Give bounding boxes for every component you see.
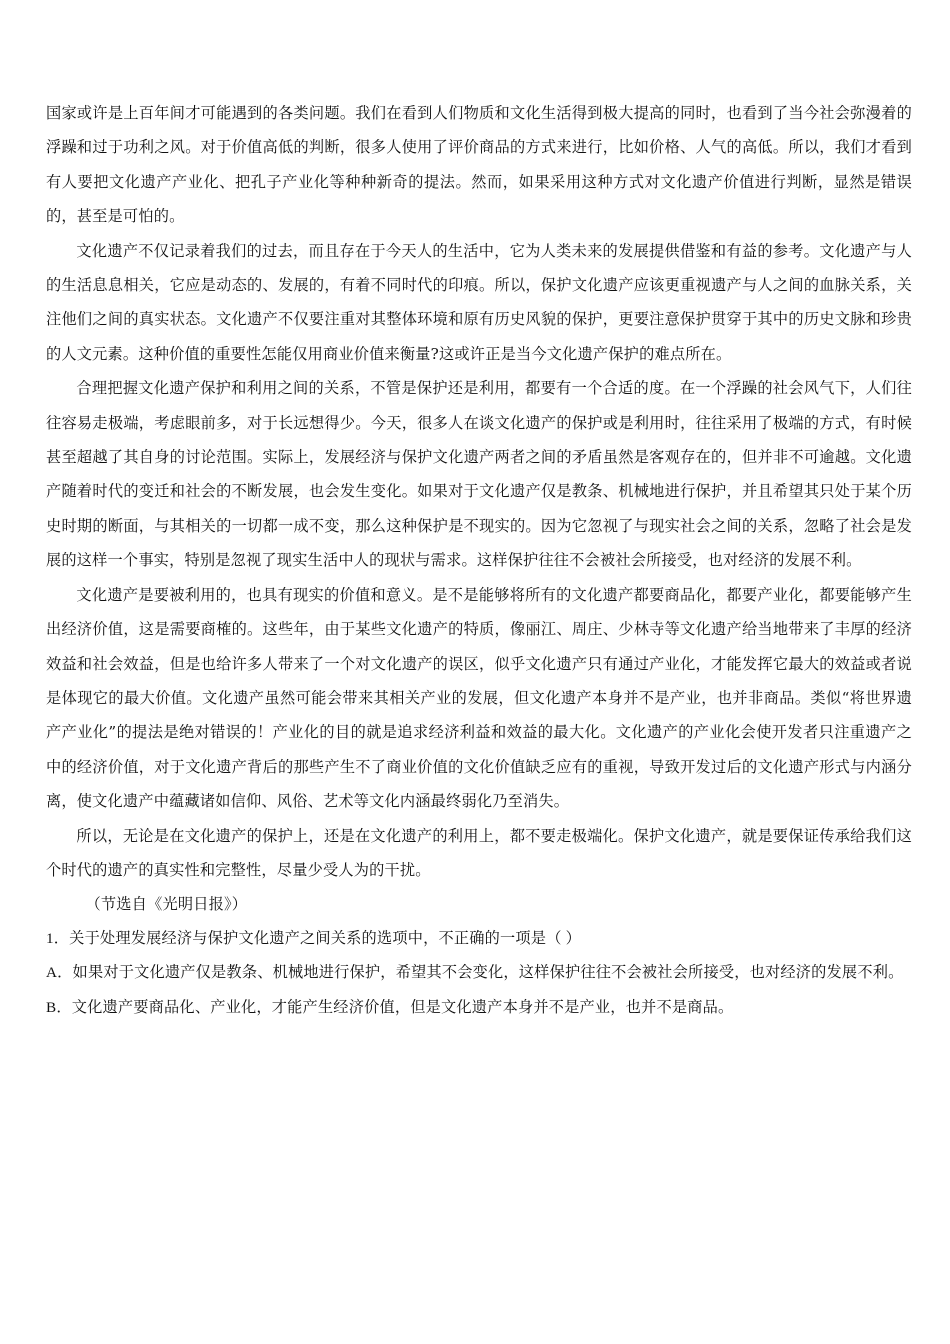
article-paragraph-2: 文化遗产不仅记录着我们的过去，而且存在于今天人的生活中，它为人类未来的发展提供借鉴和有益的参考。文化遗产与人的生活息息相关，它应是动态的、发展的，有着不同时代的印痕。所以，保护文化遗产应该更重视遗产与人之间的血脉关系，关注他们之间的真实状态。文化遗产不仅要注重对其整体环境和原有历史风貌的保护，更要注意保护贯穿于其中的历史文脉和珍贵的人文元素。这种价值的重要性怎能仅用商业价值来衡量?这或许正是当今文化遗产保护的难点所在。	[46, 241, 912, 363]
question-option-b: B．文化遗产要商品化、产业化，才能产生经济价值，但是文化遗产本身并不是产业，也并不是商品。	[46, 998, 734, 1016]
article-paragraph-3: 合理把握文化遗产保护和利用之间的关系，不管是保护还是利用，都要有一个合适的度。在一个浮躁的社会风气下，人们往往容易走极端，考虑眼前多，对于长远想得少。今天，很多人在谈文化遗产的保护或是利用时，往往采用了极端的方式，有时候甚至超越了其自身的讨论范围。实际上，发展经济与保护文化遗产两者之间的矛盾虽然是客观存在的，但并非不可逾越。文化遗产随着时代的变迁和社会的不断发展，也会发生变化。如果对于文化遗产仅是教条、机械地进行保护，并且希望其只处于某个历史时期的断面，与其相关的一切都一成不变，那么这种保护是不现实的。因为它忽视了与现实社会之间的关系，忽略了社会是发展的这样一个事实，特别是忽视了现实生活中人的现状与需求。这样保护往往不会被社会所接受，也对经济的发展不利。	[46, 379, 912, 570]
question-stem: 1．关于处理发展经济与保护文化遗产之间关系的选项中，不正确的一项是（ ）	[46, 929, 581, 947]
article-paragraph-1: 国家或许是上百年间才可能遇到的各类问题。我们在看到人们物质和文化生活得到极大提高的同时，也看到了当今社会弥漫着的浮躁和过于功利之风。对于价值高低的判断，很多人使用了评价商品的方式来进行，比如价格、人气的高低。所以，我们才看到有人要把文化遗产产业化、把孔子产业化等种种新奇的提法。然而，如果采用这种方式对文化遗产价值进行判断，显然是错误的，甚至是可怕的。	[46, 104, 912, 226]
article-paragraph-5: 所以，无论是在文化遗产的保护上，还是在文化遗产的利用上，都不要走极端化。保护文化遗产，就是要保证传承给我们这个时代的遗产的真实性和完整性，尽量少受人为的干扰。	[46, 826, 912, 879]
document-page	[46, 96, 912, 1025]
question-option-a: A．如果对于文化遗产仅是教条、机械地进行保护，希望其不会变化，这样保护往往不会被社会所接受，也对经济的发展不利。	[46, 964, 904, 982]
article-paragraph-4: 文化遗产是要被利用的，也具有现实的价值和意义。是不是能够将所有的文化遗产都要商品化，都要产业化，都要能够产生出经济价值，这是需要商榷的。这些年，由于某些文化遗产的特质，像丽江、周庄、少林寺等文化遗产给当地带来了丰厚的经济效益和社会效益，但是也给许多人带来了一个对文化遗产的误区，似乎文化遗产只有通过产业化，才能发挥它最大的效益或者说是体现它的最大价值。文化遗产虽然可能会带来其相关产业的发展，但文化遗产本身并不是产业，也并非商品。类似“将世界遗产产业化”的提法是绝对错误的！产业化的目的就是追求经济利益和效益的最大化。文化遗产的产业化会使开发者只注重遗产之中的经济价值，对于文化遗产背后的那些产生不了商业价值的文化价值缺乏应有的重视，导致开发过后的文化遗产形式与内涵分离，使文化遗产中蕴藏诸如信仰、风俗、艺术等文化内涵最终弱化乃至消失。	[46, 585, 912, 811]
article-source: （节选自《光明日报》）	[85, 895, 248, 914]
